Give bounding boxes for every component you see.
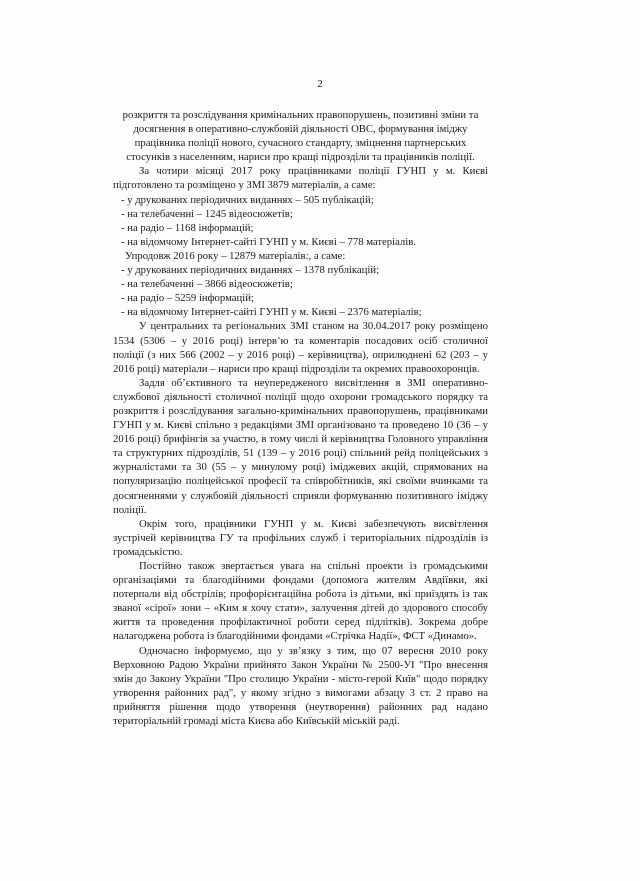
list-item-2017-print: - у друкованих періодичних виданнях – 505 публікацій; [121, 193, 374, 206]
page-number: 2 [317, 78, 323, 90]
document-body [113, 108, 488, 728]
list-item-2016-website: - на відомчому Інтернет-сайті ГУНП у м. Києві – 2376 матеріалів; [121, 306, 422, 319]
paragraph-four-months-summary: За чотири місяці 2017 року працівниками поліції ГУНП у м. Києві підготовлено та розміщено у ЗМІ 3879 матеріалів, а саме: [113, 165, 488, 192]
list-item-2017-tv: - на телебаченні – 1245 відеосюжетів; [121, 207, 293, 220]
paragraph-2016-summary: Упродовж 2016 року – 12879 матеріалів:, а саме: [125, 249, 346, 262]
paragraph-media-interviews: У центральних та регіональних ЗМІ станом на 30.04.2017 року розміщено 1534 (5306 – у 2016 році) інтерв’ю та коментарів посадових осіб столичної поліції (з них 566 (2002 – у 2016 році) – керівництва), оприлюднені 62 (203 – у 2016 році) матеріали – нариси про кращі підрозділи та окремих правоохоронців. [113, 320, 488, 375]
list-item-2016-radio: - на радіо – 5259 інформацій; [121, 292, 254, 305]
list-item-2016-print: - у друкованих періодичних виданнях – 1378 публікацій; [121, 264, 380, 277]
list-item-2017-website: - на відомчому Інтернет-сайті ГУНП у м. Києві – 778 матеріалів. [121, 235, 416, 248]
list-item-2017-radio: - на радіо – 1168 інформацій; [121, 221, 254, 234]
paragraph-public-meetings: Окрім того, працівники ГУНП у м. Києві забезпечують висвітлення зустрічей керівництва ГУ та профільних служб і територіальних підрозділів із громадськістю. [113, 517, 488, 558]
paragraph-intro-continuation: розкриття та розслідування кримінальних правопорушень, позитивні зміни та досягнення в оперативно-службовій діяльності ОВС, формування іміджу працівника поліції нового, сучасного стандарту, зміцнення партнерських стосунків з населенням, нариси про кращі підрозділи та працівників поліції. [122, 109, 479, 164]
list-item-2016-tv: - на телебаченні – 3866 відеосюжетів; [121, 278, 293, 291]
paragraph-briefings-raids: Задля об’єктивного та неупередженого висвітлення в ЗМІ оперативно-службової діяльності столичної поліції щодо охорони громадського порядку та розкриття і розслідування загально-кримінальних правопорушень, працівниками ГУНП у м. Києві спільно з редакціями ЗМІ організовано та проведено 10 (36 – у 2016 році) брифінгів за участю, в тому числі й керівництва Головного управління та структурних підрозділів, 51 (139 – у 2016 році) спільний рейд поліцейських з журналістами та 30 (55 – у минулому році) іміджевих акцій, спрямованих на популяризацію поліцейської професії та співробітників, які своїми вчинками та досягненнями у службовій діяльності сприяли формуванню позитивного іміджу поліції. [113, 376, 488, 516]
paragraph-district-councils-law: Одночасно інформуємо, що у зв’язку з тим, що 07 вересня 2010 року Верховною Радою України прийнято Закон України № 2500-УІ "Про внесення змін до Закону України "Про столицю України - місто-герой Київ" щодо порядку утворення районних рад", у якому згідно з вимогами абзацу 3 ст. 2 право на прийняття рішення щодо утворення (неутворення) районних рад надано територіальній громаді міста Києва або Київській міській раді. [113, 644, 488, 728]
paragraph-joint-projects: Постійно також звертається увага на спільні проекти із громадськими організаціями та благодійними фондами (допомога жителям Авдіївки, які потерпали від обстрілів; профорієнтаційна робота із дітьми, які приїздять із так званої «сірої» зони – «Ким я хочу стати», залучення дітей до здорового способу життя та проведення профілактичної роботи серед підлітків). Зокрема добре налагоджена робота із благодійними фондами «Стрічка Надії», ФСТ «Динамо». [113, 560, 488, 643]
